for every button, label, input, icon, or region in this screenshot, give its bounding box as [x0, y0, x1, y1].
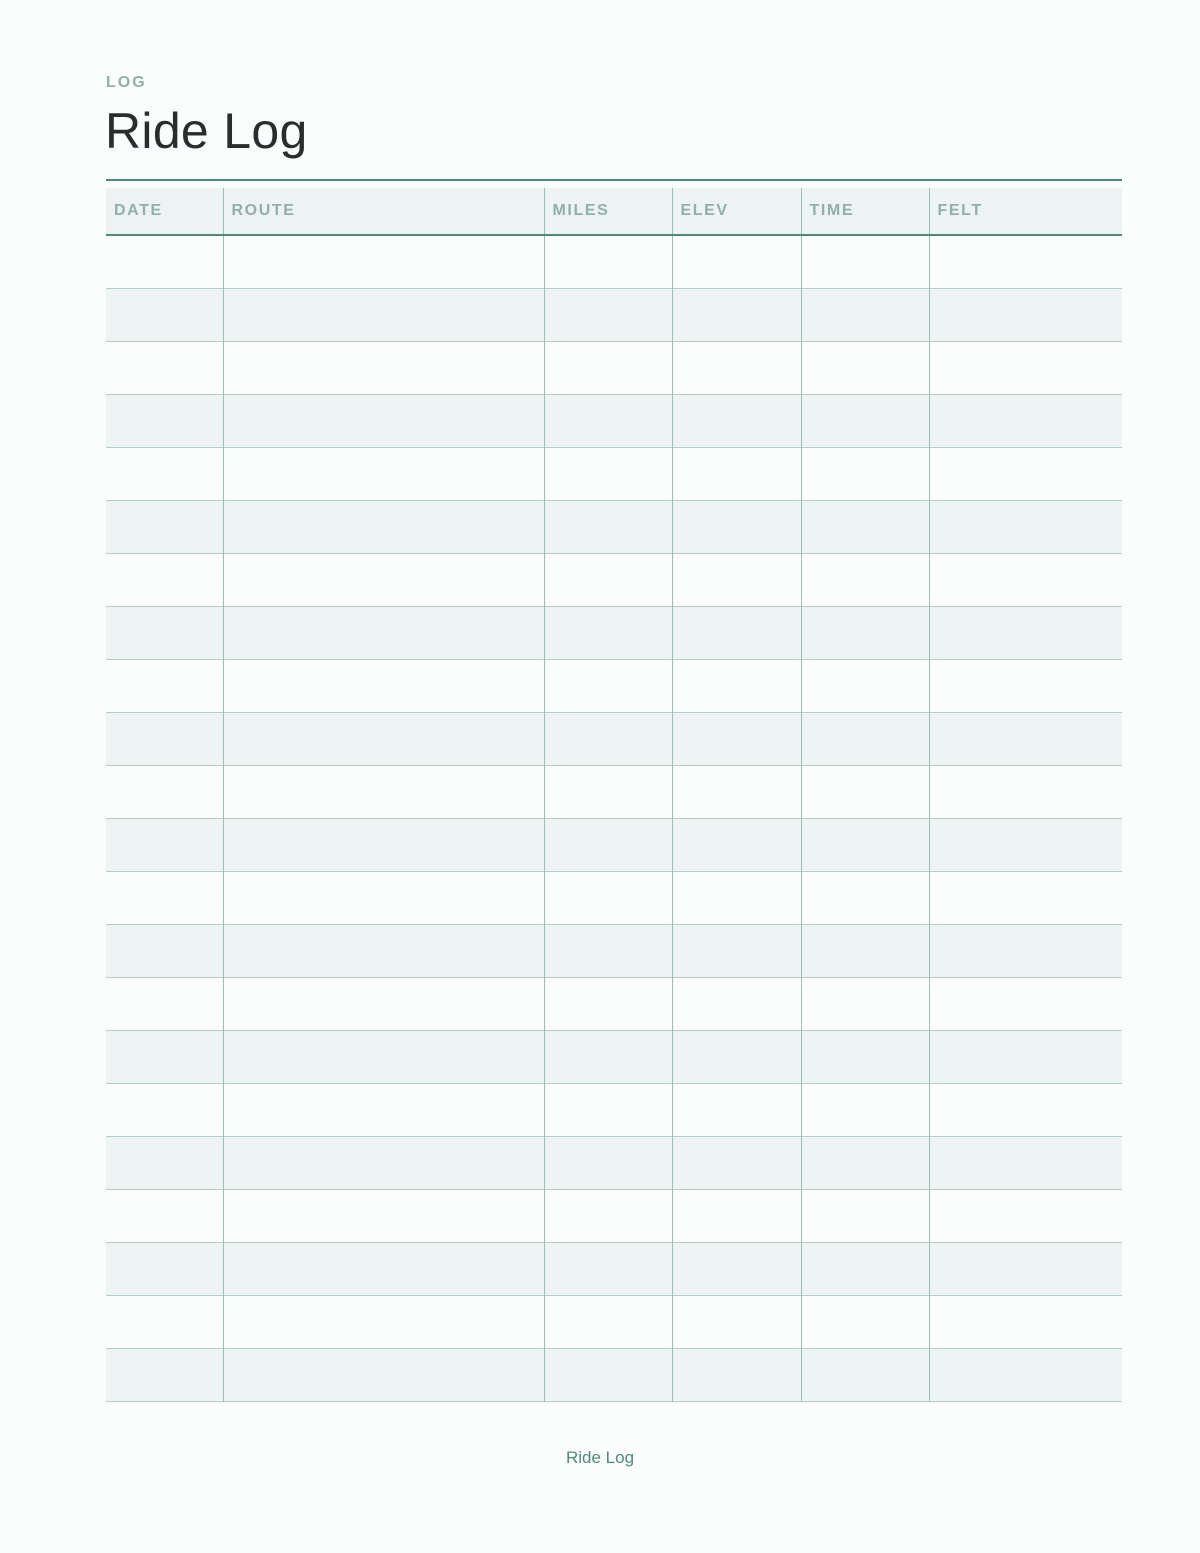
table-row [106, 765, 1122, 818]
cell-time[interactable] [801, 447, 929, 500]
page-eyebrow: LOG [106, 74, 147, 91]
cell-route[interactable] [223, 871, 544, 924]
cell-date[interactable] [106, 659, 223, 712]
cell-route[interactable] [223, 818, 544, 871]
cell-miles[interactable] [544, 288, 672, 341]
cell-elev[interactable] [672, 1189, 801, 1242]
cell-route[interactable] [223, 606, 544, 659]
cell-miles[interactable] [544, 1348, 672, 1401]
cell-time[interactable] [801, 1189, 929, 1242]
cell-miles[interactable] [544, 1136, 672, 1189]
cell-miles[interactable] [544, 712, 672, 765]
cell-miles[interactable] [544, 341, 672, 394]
cell-miles[interactable] [544, 977, 672, 1030]
cell-miles[interactable] [544, 659, 672, 712]
cell-miles[interactable] [544, 1295, 672, 1348]
table-row [106, 1295, 1122, 1348]
cell-route[interactable] [223, 1348, 544, 1401]
cell-route[interactable] [223, 1030, 544, 1083]
cell-miles[interactable] [544, 765, 672, 818]
cell-miles[interactable] [544, 235, 672, 288]
cell-route[interactable] [223, 659, 544, 712]
cell-date[interactable] [106, 977, 223, 1030]
cell-route[interactable] [223, 288, 544, 341]
cell-elev[interactable] [672, 606, 801, 659]
table-row [106, 659, 1122, 712]
cell-miles[interactable] [544, 1189, 672, 1242]
cell-elev[interactable] [672, 553, 801, 606]
cell-felt[interactable] [929, 765, 1122, 818]
cell-felt[interactable] [929, 924, 1122, 977]
cell-route[interactable] [223, 394, 544, 447]
cell-route[interactable] [223, 977, 544, 1030]
cell-miles[interactable] [544, 871, 672, 924]
cell-time[interactable] [801, 765, 929, 818]
column-header-elev: ELEV [672, 188, 801, 235]
table-row [106, 341, 1122, 394]
cell-date[interactable] [106, 1295, 223, 1348]
cell-date[interactable] [106, 394, 223, 447]
table-row [106, 500, 1122, 553]
cell-date[interactable] [106, 1348, 223, 1401]
cell-route[interactable] [223, 1083, 544, 1136]
cell-elev[interactable] [672, 924, 801, 977]
cell-time[interactable] [801, 1136, 929, 1189]
cell-miles[interactable] [544, 500, 672, 553]
cell-time[interactable] [801, 553, 929, 606]
title-divider [106, 179, 1122, 181]
cell-felt[interactable] [929, 1348, 1122, 1401]
cell-felt[interactable] [929, 288, 1122, 341]
cell-felt[interactable] [929, 1030, 1122, 1083]
cell-date[interactable] [106, 500, 223, 553]
ride-log-table [106, 188, 1122, 1402]
cell-route[interactable] [223, 765, 544, 818]
table-row [106, 606, 1122, 659]
cell-route[interactable] [223, 924, 544, 977]
cell-date[interactable] [106, 341, 223, 394]
cell-elev[interactable] [672, 765, 801, 818]
cell-elev[interactable] [672, 235, 801, 288]
table-row [106, 394, 1122, 447]
cell-date[interactable] [106, 924, 223, 977]
cell-time[interactable] [801, 924, 929, 977]
table-row [106, 447, 1122, 500]
cell-elev[interactable] [672, 500, 801, 553]
cell-felt[interactable] [929, 1136, 1122, 1189]
cell-date[interactable] [106, 1242, 223, 1295]
table-row [106, 1030, 1122, 1083]
cell-time[interactable] [801, 1030, 929, 1083]
cell-route[interactable] [223, 1189, 544, 1242]
column-header-date: DATE [114, 202, 163, 219]
cell-elev[interactable] [672, 659, 801, 712]
cell-felt[interactable] [929, 553, 1122, 606]
cell-felt[interactable] [929, 977, 1122, 1030]
table-row [106, 1242, 1122, 1295]
cell-elev[interactable] [672, 712, 801, 765]
cell-date[interactable] [106, 765, 223, 818]
table-row [106, 1348, 1122, 1401]
cell-felt[interactable] [929, 500, 1122, 553]
table-row [106, 871, 1122, 924]
page-footer: Ride Log [565, 1448, 635, 1467]
cell-route[interactable] [223, 1295, 544, 1348]
table-row [106, 924, 1122, 977]
cell-felt[interactable] [929, 818, 1122, 871]
cell-date[interactable] [106, 818, 223, 871]
cell-time[interactable] [801, 1242, 929, 1295]
column-header-route: ROUTE [223, 188, 544, 235]
cell-elev[interactable] [672, 447, 801, 500]
table-row [106, 288, 1122, 341]
cell-date[interactable] [106, 1189, 223, 1242]
cell-elev[interactable] [672, 977, 801, 1030]
cell-miles[interactable] [544, 924, 672, 977]
cell-elev[interactable] [672, 818, 801, 871]
cell-route[interactable] [223, 1242, 544, 1295]
cell-time[interactable] [801, 1348, 929, 1401]
cell-miles[interactable] [544, 394, 672, 447]
cell-route[interactable] [223, 341, 544, 394]
cell-elev[interactable] [672, 1083, 801, 1136]
cell-date[interactable] [106, 712, 223, 765]
table-row [106, 1189, 1122, 1242]
cell-felt[interactable] [929, 712, 1122, 765]
cell-elev[interactable] [672, 1348, 801, 1401]
cell-felt[interactable] [929, 606, 1122, 659]
page-title: Ride Log [105, 103, 308, 159]
cell-time[interactable] [801, 659, 929, 712]
cell-date[interactable] [106, 288, 223, 341]
cell-elev[interactable] [672, 871, 801, 924]
cell-felt[interactable] [929, 659, 1122, 712]
cell-miles[interactable] [544, 447, 672, 500]
cell-route[interactable] [223, 500, 544, 553]
cell-miles[interactable] [544, 818, 672, 871]
cell-time[interactable] [801, 818, 929, 871]
table-row [106, 818, 1122, 871]
cell-felt[interactable] [929, 447, 1122, 500]
cell-time[interactable] [801, 288, 929, 341]
cell-time[interactable] [801, 977, 929, 1030]
column-header-time: TIME [801, 188, 929, 235]
table-row [106, 1083, 1122, 1136]
cell-date[interactable] [106, 1083, 223, 1136]
cell-time[interactable] [801, 606, 929, 659]
cell-time[interactable] [801, 235, 929, 288]
cell-felt[interactable] [929, 1083, 1122, 1136]
cell-date[interactable] [106, 553, 223, 606]
table-header-row [106, 188, 1122, 235]
cell-felt[interactable] [929, 235, 1122, 288]
cell-felt[interactable] [929, 1189, 1122, 1242]
cell-route[interactable] [223, 553, 544, 606]
cell-miles[interactable] [544, 606, 672, 659]
cell-elev[interactable] [672, 1136, 801, 1189]
table-row [106, 553, 1122, 606]
cell-miles[interactable] [544, 1083, 672, 1136]
table-row [106, 235, 1122, 288]
cell-elev[interactable] [672, 1242, 801, 1295]
cell-time[interactable] [801, 394, 929, 447]
table-row [106, 977, 1122, 1030]
cell-felt[interactable] [929, 1242, 1122, 1295]
cell-date[interactable] [106, 606, 223, 659]
cell-date[interactable] [106, 1136, 223, 1189]
column-header-felt: FELT [929, 188, 1122, 235]
cell-time[interactable] [801, 871, 929, 924]
cell-miles[interactable] [544, 553, 672, 606]
cell-time[interactable] [801, 1295, 929, 1348]
cell-miles[interactable] [544, 1242, 672, 1295]
cell-date[interactable] [106, 447, 223, 500]
cell-date[interactable] [106, 871, 223, 924]
cell-time[interactable] [801, 500, 929, 553]
cell-felt[interactable] [929, 1295, 1122, 1348]
cell-route[interactable] [223, 712, 544, 765]
column-header-miles: MILES [544, 188, 672, 235]
table-body [106, 235, 1122, 1401]
cell-felt[interactable] [929, 871, 1122, 924]
cell-time[interactable] [801, 1083, 929, 1136]
cell-date[interactable] [106, 1030, 223, 1083]
cell-elev[interactable] [672, 1295, 801, 1348]
cell-date[interactable] [106, 235, 223, 288]
cell-elev[interactable] [672, 288, 801, 341]
table-row [106, 1136, 1122, 1189]
cell-elev[interactable] [672, 394, 801, 447]
cell-elev[interactable] [672, 341, 801, 394]
cell-route[interactable] [223, 1136, 544, 1189]
cell-miles[interactable] [544, 1030, 672, 1083]
cell-felt[interactable] [929, 341, 1122, 394]
table-row [106, 712, 1122, 765]
cell-time[interactable] [801, 341, 929, 394]
cell-route[interactable] [223, 447, 544, 500]
cell-route[interactable] [223, 235, 544, 288]
cell-felt[interactable] [929, 394, 1122, 447]
cell-elev[interactable] [672, 1030, 801, 1083]
cell-time[interactable] [801, 712, 929, 765]
